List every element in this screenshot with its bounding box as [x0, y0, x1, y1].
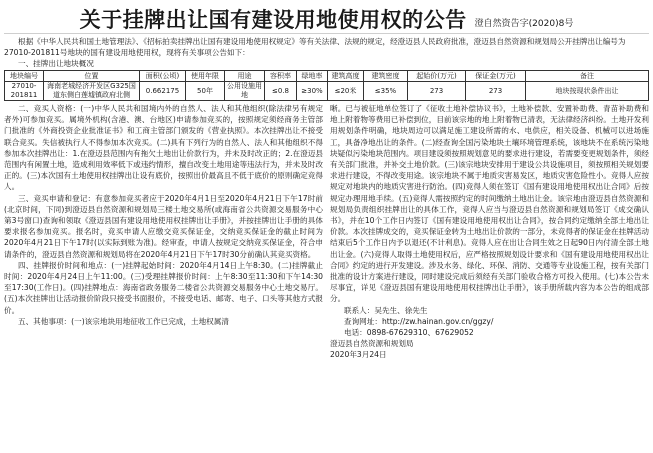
table-cell: ≤20米: [328, 82, 364, 101]
header-cell: 备注: [526, 71, 649, 82]
table-cell: 公用设施用地: [225, 82, 265, 101]
header-cell: 地块编号: [5, 71, 44, 82]
page-title: 关于挂牌出让国有建设用地使用权的公告: [79, 8, 467, 32]
left-column: [4, 103, 323, 361]
section-application: 三、竞买申请和登记：有意参加竞买者应于2020年4月1日至2020年4月21日下午17时前(北京时间，下同)到澄迈县自然资源和规划局三楼土地交易所(或海南省公共资源交易服务中心第3号窗口)查询和领取《澄迈县国有建设用地使用权挂牌出让手册》，并按挂牌出让手册的具体要求报名参加竞买。报名时，竞买申请人应缴交竞买保证金，交纳竞买保证金的截止时间为2020年4月21日下午17时(以实际到账为准)。经审查，申请人按规定交纳竞买保证金，符合申请条件的，澄迈县自然资源和规划局将在2020年4月21日下午17时30分前确认其竞买资格。: [4, 193, 323, 259]
header-cell: 保证金(万元): [466, 71, 526, 82]
contact-website[interactable]: 查询网址：http://zw.hainan.gov.cn/ggzy/: [344, 316, 494, 326]
land-parcel-table: [4, 70, 649, 101]
header-cell: 建筑高度: [328, 71, 364, 82]
header: [4, 0, 649, 34]
right-column: [330, 103, 649, 361]
section-other-matters: 五、其他事项：(一)该宗地块用地征收工作已完成，土地权属清: [18, 316, 229, 326]
contact-person: 联系人：吴先生、徐先生: [344, 305, 428, 315]
table-cell: 273: [408, 82, 466, 101]
header-cell: 位置: [44, 71, 140, 82]
table-cell: ≤35%: [364, 82, 408, 101]
section-other-matters-continued: 晰。已与被征地单位签订了《征收土地补偿协议书》，土地补偿款、安置补助费、青苗补助费和地上附着物等费用已补偿到位，目前该宗地的地上附着物已清表，无法律经济纠纷。土地开发利用规划条件明确，地块周边可以满足施工建设所需的水、电供应，相关设备、机械可以进场施工，具备净地出让的条件。(二)经查询全国污染地块土壤环境管理系统，该地块不在系统污染地块疑似污染地块范围内。项目建设须按照规划意见的要求进行建设，若需要变更规划条件，须经有关部门批准，并补交土地价款。(三)该宗地块安排用于建设公共设施项目，须按照相关规划要求进行建设，不得改变用途。该宗地块不属于地质灾害易发区，地质灾害危险性小。竞得人应按规定对地块内的地质灾害进行防治。(四)竞得人须在签订《国有建设用地使用权出让合同》后按规定办理用地手续。(五)竞得人需按照约定的时间缴纳土地出让金。该宗地由澄迈县自然资源和规划局负责组织挂牌出让的具体工作，竞得人应当与澄迈县自然资源和规划局签订《成交确认书》，并在10个工作日内签订《国有建设用地使用权出让合同》，按合同约定缴纳全部土地出让价款。本次挂牌成交的，竞买保证金转为土地出让价款的一部分，未竞得者的保证金在挂牌活动结束后5个工作日内予以退还(不计利息)。竞得人应在出让合同生效之日起90日内付清全部土地出让金。(六)竞得人取得土地使用权后，应严格按照规划设计要求和《国有建设用地使用权出让合同》约定的进行开发建设。涉及水务、绿化、环保、消防、交通等专业设施工程，按有关部门批准的设计方案进行建设，同时建设完成后须经有关部门验收合格方可投入使用。(七)本公告未尽事宜，详见《澄迈县国有建设用地使用权挂牌出让手册》，该手册所载内容为本公告的组成部分。: [330, 104, 649, 304]
header-cell: 用途: [225, 71, 265, 82]
header-cell: 使用年限: [186, 71, 225, 82]
table-cell: 50年: [186, 82, 225, 101]
section-qualification: 二、竞买人资格：(一)中华人民共和国境内外的自然人、法人和其他组织(除法律另有规定者外)可参加竞买。属境外机构(含港、澳、台地区)申请参加竞买的，按照规定须经商务主管部门批准的《外商投资企业批准证书》和工商主管部门颁发的《营业执照》。本次挂牌出让不接受联合竞买。失信被执行人不得参加本次竞买。(二)具有下列行为的自然人、法人和其他组织不得参加本次挂牌出让：1.在澄迈县范围内有拖欠土地出让价款行为，并未及时改正的；2.在澄迈县范围内有闲置土地，造成利用效率低下或违约情形，擅自改变土地用途等违法行为，并未及时改正的。(三)本次国有土地使用权挂牌出让设有底价，按照出价最高且不低于底价的原则确定竞得人。: [4, 104, 323, 192]
table-cell: 海南老城经济开发区G325国道东侧白莲墟镇政府北侧: [44, 82, 140, 101]
section-bidding-time: 四、挂牌报价时间和地点：(一)挂牌起始时间：2020年4月14日上午8:30。(二)挂牌截止时间：2020年4月24日上午11:00。(三)受理挂牌报价时间：上午8:30至11:30和下午14:30至17:30(工作日)。(四)挂牌地点：海南省政务服务二楼省公共资源交易服务中心土地交易厅。(五)本次挂牌出让活动报价阶段只接受书面报价，不接受电话、邮寄、电子、口头等其他方式报价。: [4, 260, 323, 315]
table-cell: 273: [466, 82, 526, 101]
section-one-title: 一、挂牌出让地块概况: [18, 59, 94, 68]
intro-paragraph: 根据《中华人民共和国土地管理法》、《招标拍卖挂牌出让国有建设用地使用权规定》等有关法律、法规的规定，经澄迈县人民政府批准，澄迈县自然资源和规划局公开挂牌出让编号为27010-201811号地块的国有建设用地使用权，现将有关事项公告如下：: [4, 37, 626, 57]
body-columns: [4, 103, 649, 361]
table-row: [5, 82, 649, 101]
table-cell: ≤0.8: [265, 82, 297, 101]
header-cell: 绿地率: [297, 71, 328, 82]
header-cell: 建筑密度: [364, 71, 408, 82]
header-cell: 起始价(万元): [408, 71, 466, 82]
signature-org: 澄迈县自然资源和规划局: [330, 339, 414, 349]
contact-phone: 电话：0898-67629310、67629052: [344, 328, 474, 338]
table-header-row: [5, 71, 649, 82]
header-cell: 容积率: [265, 71, 297, 82]
table-cell: 0.662175: [140, 82, 186, 101]
table-cell: 27010-201811: [5, 82, 44, 101]
header-cell: 面积(公顷): [140, 71, 186, 82]
document-number: 澄自然资告字(2020)8号: [474, 19, 574, 29]
signature-date: 2020年3月24日: [330, 350, 387, 360]
table-cell: ≥30%: [297, 82, 328, 101]
table-cell: 地块按现状条件出让: [526, 82, 649, 101]
